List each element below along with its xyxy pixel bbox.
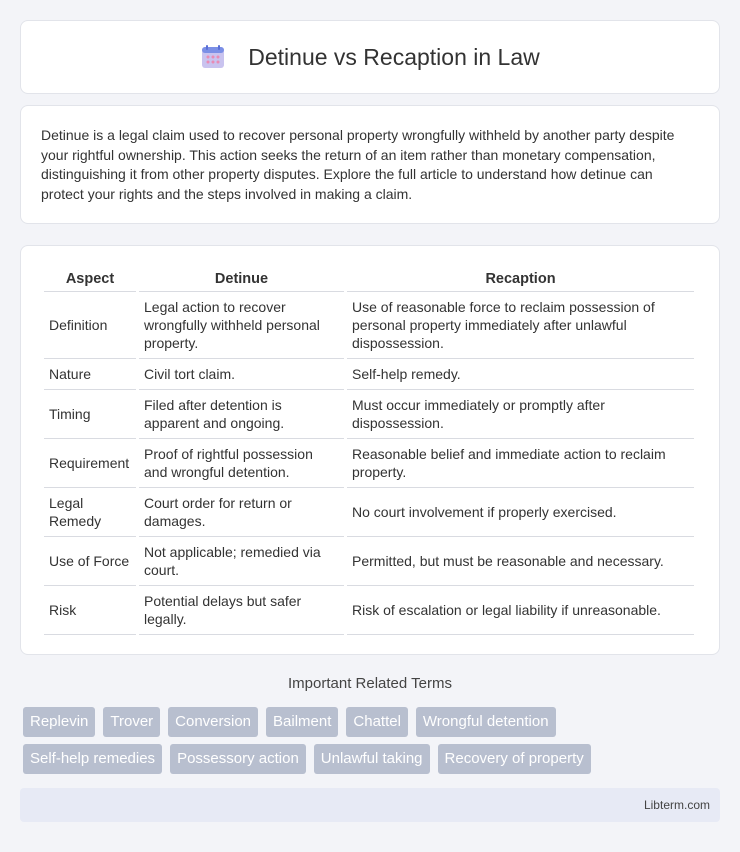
comparison-card	[20, 245, 720, 655]
table-row	[44, 390, 694, 439]
table-header-row	[44, 264, 694, 292]
header-aspect: Aspect	[44, 264, 136, 292]
tag-bailment[interactable]: Bailment	[266, 707, 338, 737]
cell-recaption: Use of reasonable force to reclaim possession of personal property immediately after unlawful dispossession.	[347, 292, 694, 359]
header-recaption: Recaption	[347, 264, 694, 292]
cell-aspect: Risk	[44, 586, 136, 635]
intro-card	[20, 105, 720, 224]
tag-self-help-remedies[interactable]: Self-help remedies	[23, 744, 162, 774]
tag-trover[interactable]: Trover	[103, 707, 160, 737]
cell-recaption: Risk of escalation or legal liability if unreasonable.	[347, 586, 694, 635]
cell-detinue: Potential delays but safer legally.	[139, 586, 344, 635]
footer-link[interactable]: Libterm.com	[643, 798, 710, 812]
cell-detinue: Not applicable; remedied via court.	[139, 537, 344, 586]
cell-aspect: Legal Remedy	[44, 488, 136, 537]
table-row	[44, 488, 694, 537]
cell-aspect: Nature	[44, 359, 136, 390]
cell-recaption: Self-help remedy.	[347, 359, 694, 390]
cell-detinue: Court order for return or damages.	[139, 488, 344, 537]
comparison-table	[41, 264, 697, 635]
table-row	[44, 359, 694, 390]
cell-aspect: Definition	[44, 292, 136, 359]
calendar-icon	[200, 44, 226, 70]
cell-recaption: Permitted, but must be reasonable and necessary.	[347, 537, 694, 586]
cell-detinue: Filed after detention is apparent and ongoing.	[139, 390, 344, 439]
tag-row	[23, 744, 723, 774]
cell-aspect: Timing	[44, 390, 136, 439]
related-terms-title: Important Related Terms	[288, 675, 452, 692]
cell-recaption: Must occur immediately or promptly after dispossession.	[347, 390, 694, 439]
cell-detinue: Civil tort claim.	[139, 359, 344, 390]
tag-unlawful-taking[interactable]: Unlawful taking	[314, 744, 430, 774]
cell-aspect: Requirement	[44, 439, 136, 488]
table-row	[44, 292, 694, 359]
tag-conversion[interactable]: Conversion	[168, 707, 258, 737]
tag-replevin[interactable]: Replevin	[23, 707, 95, 737]
intro-text: Detinue is a legal claim used to recover personal property wrongfully withheld by another party despite your rightful ownership. This action seeks the return of an item rather than monetary compensation, distinguishing it from other property disputes. Explore the full article to understand how detinue can protect your rights and the steps involved in making a claim.	[41, 127, 675, 202]
cell-recaption: Reasonable belief and immediate action to reclaim property.	[347, 439, 694, 488]
tag-possessory-action[interactable]: Possessory action	[170, 744, 306, 774]
tag-recovery-of-property[interactable]: Recovery of property	[438, 744, 591, 774]
table-row	[44, 537, 694, 586]
cell-detinue: Proof of rightful possession and wrongful detention.	[139, 439, 344, 488]
header-card	[20, 20, 720, 94]
tag-chattel[interactable]: Chattel	[346, 707, 408, 737]
related-terms	[23, 707, 723, 781]
cell-recaption: No court involvement if properly exercised.	[347, 488, 694, 537]
cell-aspect: Use of Force	[44, 537, 136, 586]
cell-detinue: Legal action to recover wrongfully withheld personal property.	[139, 292, 344, 359]
page-title: Detinue vs Recaption in Law	[248, 43, 540, 70]
table-row	[44, 586, 694, 635]
tag-wrongful-detention[interactable]: Wrongful detention	[416, 707, 556, 737]
header-detinue: Detinue	[139, 264, 344, 292]
tag-row	[23, 707, 723, 737]
footer	[20, 788, 720, 822]
table-row	[44, 439, 694, 488]
